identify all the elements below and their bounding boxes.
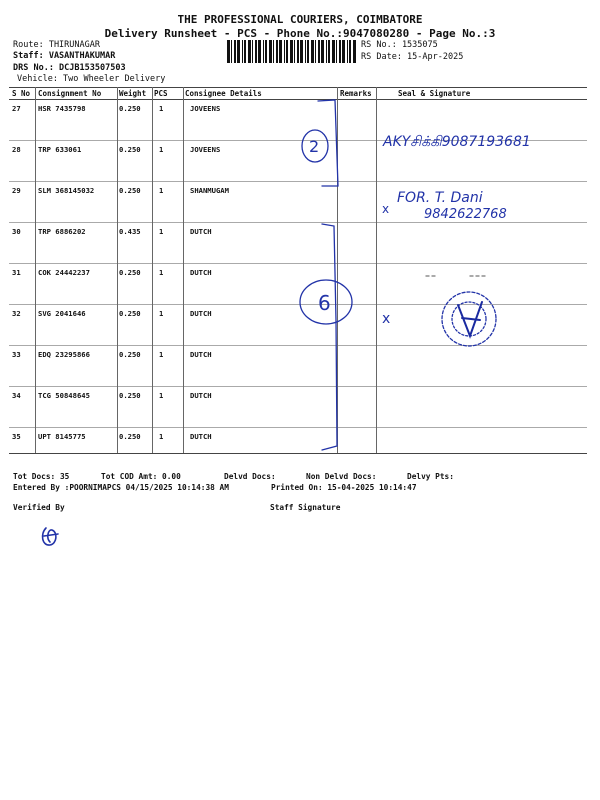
cell-pcs: 1 xyxy=(159,350,164,359)
cell-consignment: UPT 8145775 xyxy=(38,432,86,441)
cell-consignee: SHANMUGAM xyxy=(190,186,229,195)
staff-signature-label: Staff Signature xyxy=(270,503,341,512)
company-title: THE PROFESSIONAL COURIERS, COIMBATORE xyxy=(177,13,423,26)
cell-consignment: SLM 368145032 xyxy=(38,186,95,195)
cell-weight: 0.250 xyxy=(119,268,141,277)
cell-weight: 0.250 xyxy=(119,391,141,400)
cell-sno: 35 xyxy=(12,432,21,441)
circle-number-text: 6 xyxy=(318,291,331,315)
cell-consignment: SVG 2041646 xyxy=(38,309,86,318)
cell-consignee: JOVEENS xyxy=(190,145,221,154)
cell-weight: 0.250 xyxy=(119,145,141,154)
runsheet-subtitle: Delivery Runsheet - PCS - Phone No.:9047080280 - Page No.:3 xyxy=(104,27,496,40)
entered-by: Entered By :POORNIMAPCS 04/15/2025 10:14:38 AM xyxy=(13,483,229,492)
rs-number: RS No.: 1535075 xyxy=(361,40,438,50)
signature-row29-name: FOR. T. Dani xyxy=(397,190,483,206)
cell-sno: 28 xyxy=(12,145,21,154)
non-delivered-docs: Non Delvd Docs: xyxy=(306,472,377,481)
cell-consignee: JOVEENS xyxy=(190,104,221,113)
col-header-remarks: Remarks xyxy=(340,89,372,98)
cell-weight: 0.250 xyxy=(119,432,141,441)
cell-pcs: 1 xyxy=(159,309,164,318)
col-header-pcs: PCS xyxy=(154,89,168,98)
cell-weight: 0.435 xyxy=(119,227,141,236)
cell-pcs: 1 xyxy=(159,268,164,277)
cell-consignment: TCG 50848645 xyxy=(38,391,90,400)
vehicle-label: Vehicle: Two Wheeler Delivery xyxy=(17,74,166,84)
cell-sno: 31 xyxy=(12,268,21,277)
staff-label: Staff: VASANTHAKUMAR xyxy=(13,51,116,61)
rs-date: RS Date: 15-Apr-2025 xyxy=(361,52,464,62)
cell-weight: 0.250 xyxy=(119,309,141,318)
total-docs: Tot Docs: 35 xyxy=(13,472,70,481)
circle-number-text: 2 xyxy=(309,137,320,156)
cell-consignee: DUTCH xyxy=(190,391,212,400)
cell-sno: 32 xyxy=(12,309,21,318)
cell-weight: 0.250 xyxy=(119,350,141,359)
cell-consignment: HSR 7435798 xyxy=(38,104,86,113)
col-header-seal-signature: Seal & Signature xyxy=(398,89,471,98)
cell-pcs: 1 xyxy=(159,227,164,236)
mark-x: x xyxy=(382,311,391,327)
cell-weight: 0.250 xyxy=(119,186,141,195)
cell-consignee: DUTCH xyxy=(190,350,212,359)
col-header-consignment: Consignment No xyxy=(38,89,102,98)
verified-signature xyxy=(43,528,58,545)
route-label: Route: THIRUNAGAR xyxy=(13,40,100,50)
delivery-points: Delvy Pts: xyxy=(407,472,454,481)
cell-pcs: 1 xyxy=(159,104,164,113)
total-cod-amount: Tot COD Amt: 0.00 xyxy=(101,472,181,481)
cell-consignment: EDQ 23295866 xyxy=(38,350,90,359)
col-header-weight: Weight xyxy=(119,89,147,98)
col-header-sno: S No xyxy=(12,89,31,98)
bracket-line xyxy=(322,224,337,450)
cell-consignment: TRP 6886202 xyxy=(38,227,86,236)
cell-sno: 33 xyxy=(12,350,21,359)
printed-on: Printed On: 15-04-2025 10:14:47 xyxy=(271,483,417,492)
cell-sno: 30 xyxy=(12,227,21,236)
cell-pcs: 1 xyxy=(159,186,164,195)
cell-consignee: DUTCH xyxy=(190,309,212,318)
signature-row27: AKYசிக்கி9087193681 xyxy=(383,134,531,150)
cell-consignment: TRP 633061 xyxy=(38,145,82,154)
cell-pcs: 1 xyxy=(159,145,164,154)
verified-by-label: Verified By xyxy=(13,503,65,512)
col-header-consignee: Consignee Details xyxy=(185,89,262,98)
signature-row29-phone: 9842622768 xyxy=(424,207,507,222)
cell-weight: 0.250 xyxy=(119,104,141,113)
cell-pcs: 1 xyxy=(159,432,164,441)
cell-consignee: DUTCH xyxy=(190,432,212,441)
mark-x: x xyxy=(382,202,390,216)
cell-sno: 29 xyxy=(12,186,21,195)
cell-consignee: DUTCH xyxy=(190,227,212,236)
drs-label: DRS No.: DCJB153507503 xyxy=(13,63,126,73)
seal-stamp-mark xyxy=(458,302,482,336)
cell-sno: 27 xyxy=(12,104,21,113)
delivered-docs: Delvd Docs: xyxy=(224,472,276,481)
cell-pcs: 1 xyxy=(159,391,164,400)
cell-sno: 34 xyxy=(12,391,21,400)
cell-consignee: DUTCH xyxy=(190,268,212,277)
cell-consignment: COK 24442237 xyxy=(38,268,90,277)
